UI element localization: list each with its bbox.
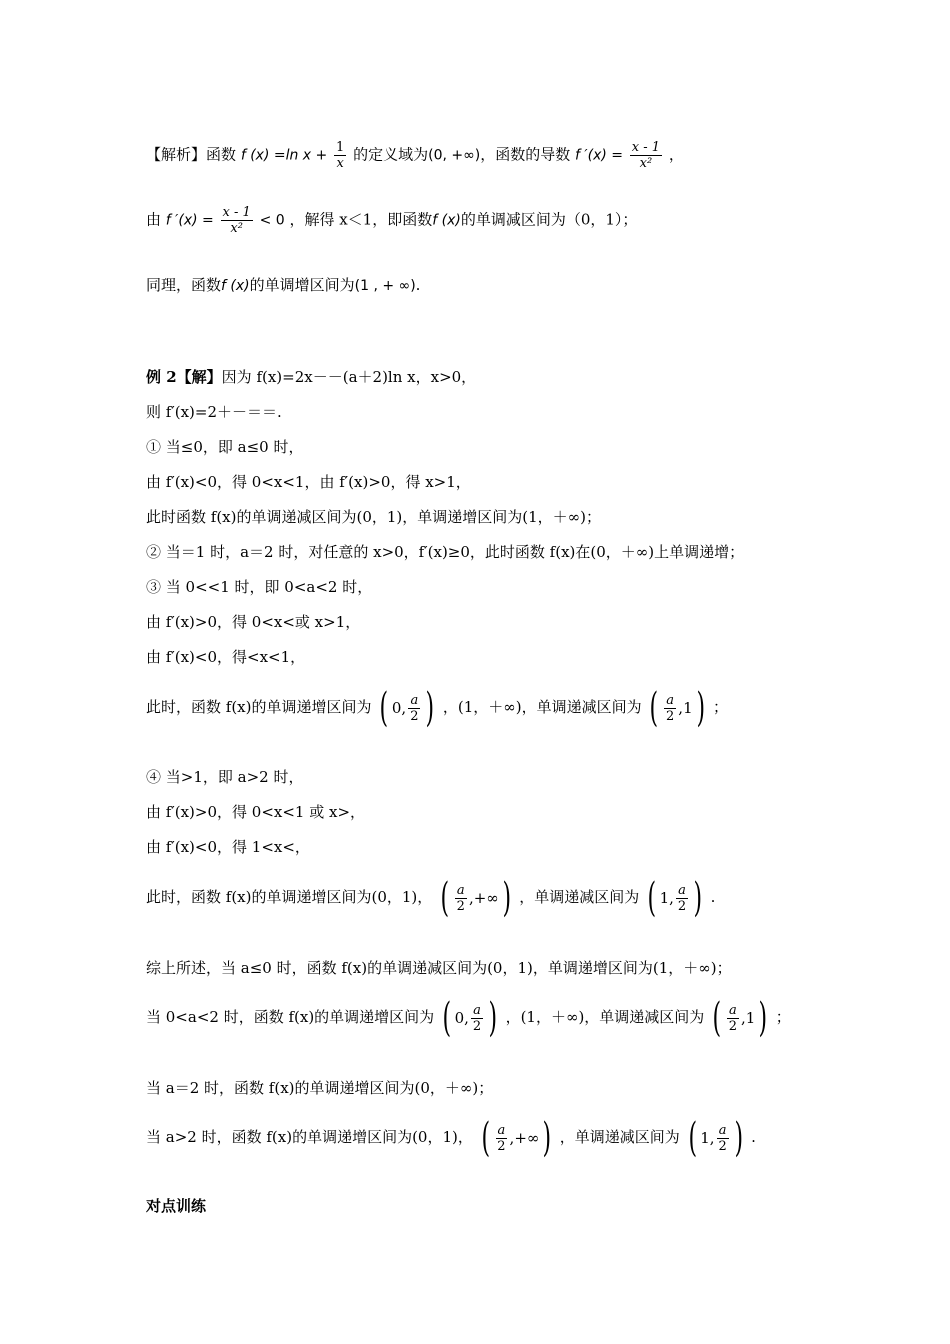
ex2-line-14: 此时，函数 f(x)的单调递增区间为(0，1)， ( $\frac{a}{2}$ ,+∞ ) ，单调递减区间为 ( 1, $\frac{a}{2}$ ) . xyxy=(146,875,716,921)
ex2-line-2: 则 f′(x)=2＋－＝＝. xyxy=(146,403,282,421)
interval-a2-inf: ( $\frac{a}{2}$ ,+∞ ) xyxy=(481,1115,552,1161)
analysis-line-1: 【解析】函数 f (x) =ln x + $\frac{1}{x}$ 的定义域为(0, +∞)，函数的导数 f ′(x) = $\frac{x - 1}{\text{x²}}$ ， xyxy=(146,140,684,171)
interval-a2-1: ( $\frac{a}{2}$ ,1 ) xyxy=(649,685,705,731)
ex2-line-1: 例 2【解】因为 f(x)=2x－－(a＋2)ln x，x>0， xyxy=(146,368,477,386)
interval-0-a2: ( 0, $\frac{a}{2}$ ) xyxy=(442,995,498,1041)
ex2-line-17: 当 a＝2 时，函数 f(x)的单调递增区间为(0，＋∞)； xyxy=(146,1079,494,1097)
ex2-line-7: ③ 当 0<<1 时，即 0<a<2 时， xyxy=(146,578,373,596)
interval-1-a2: ( 1, $\frac{a}{2}$ ) xyxy=(688,1115,743,1161)
interval-0-a2: ( 0, $\frac{a}{2}$ ) xyxy=(379,685,435,731)
analysis-line-2: 由 f ′(x) = $\frac{x - 1}{\text{x²}}$ < 0 ，解得 x＜1，即函数f (x)的单调减区间为（0，1）； xyxy=(146,205,638,236)
analysis-line-3: 同理，函数f (x)的单调增区间为(1 , + ∞). xyxy=(146,276,421,294)
interval-a2-inf: ( $\frac{a}{2}$ ,+∞ ) xyxy=(440,875,511,921)
ex2-line-6: ② 当＝1 时，a＝2 时，对任意的 x>0，f′(x)≥0，此时函数 f(x)在(0，＋∞)上单调递增； xyxy=(146,543,745,561)
example-label: 例 2【解】 xyxy=(146,368,222,386)
interval-a2-1: ( $\frac{a}{2}$ ,1 ) xyxy=(712,995,768,1041)
ex2-line-11: ④ 当>1，即 a>2 时， xyxy=(146,768,304,786)
ex2-line-18: 当 a>2 时，函数 f(x)的单调递增区间为(0，1)， ( $\frac{a}{2}$ ,+∞ ) ，单调递减区间为 ( 1, $\frac{a}{2}$ ) . xyxy=(146,1115,756,1161)
fraction: $\frac{1}{x}$ xyxy=(336,140,345,171)
ex2-line-4: 由 f′(x)<0，得 0<x<1，由 f′(x)>0，得 x>1， xyxy=(146,473,471,491)
interval-1-a2: ( 1, $\frac{a}{2}$ ) xyxy=(647,875,703,921)
ex2-line-3: ① 当≤0，即 a≤0 时， xyxy=(146,438,304,456)
ex2-line-10: 此时，函数 f(x)的单调递增区间为 ( 0, $\frac{a}{2}$ ) ，(1，＋∞)，单调递减区间为 ( $\frac{a}{2}$ ,1 ) ； xyxy=(146,685,729,731)
ex2-line-8: 由 f′(x)>0，得 0<x<或 x>1， xyxy=(146,613,361,631)
ex2-line-9: 由 f′(x)<0，得<x<1， xyxy=(146,648,306,666)
ex2-line-13: 由 f′(x)<0，得 1<x<， xyxy=(146,838,310,856)
fraction: $\frac{x - 1}{\text{x²}}$ xyxy=(222,205,251,236)
ex2-line-5: 此时函数 f(x)的单调递减区间为(0，1)，单调递增区间为(1，＋∞)； xyxy=(146,508,602,526)
ex2-line-12: 由 f′(x)>0，得 0<x<1 或 x>， xyxy=(146,803,366,821)
ex2-line-16: 当 0<a<2 时，函数 f(x)的单调递增区间为 ( 0, $\frac{a}{2}$ ) ，(1，＋∞)，单调递减区间为 ( $\frac{a}{2}$ ,1 ) ； xyxy=(146,995,791,1041)
analysis-label: 【解析】 xyxy=(146,145,207,164)
ex2-line-15: 综上所述，当 a≤0 时，函数 f(x)的单调递减区间为(0，1)，单调递增区间为(1，＋∞)； xyxy=(146,959,732,977)
fraction: $\frac{x - 1}{\text{x²}}$ xyxy=(631,140,661,171)
section-heading: 对点训练 xyxy=(146,1197,207,1215)
